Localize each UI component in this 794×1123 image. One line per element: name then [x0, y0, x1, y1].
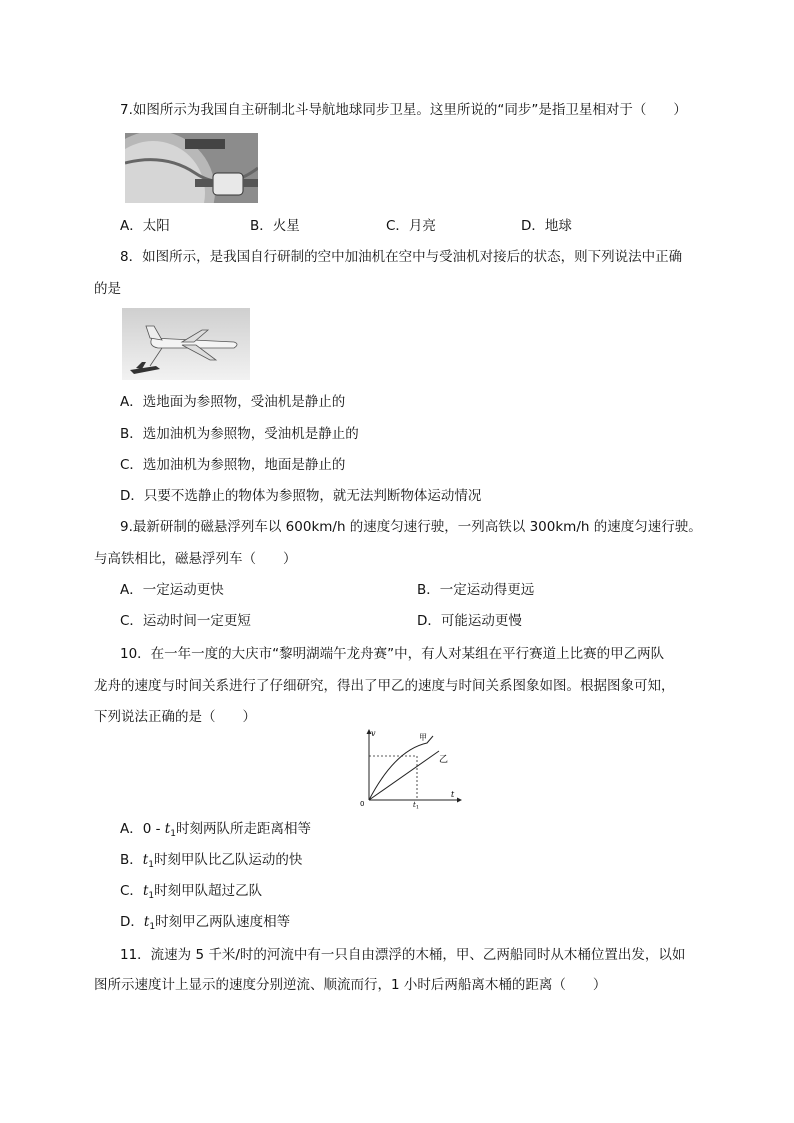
q7-stem: 7.如图所示为我国自主研制北斗导航地球同步卫星。这里所说的“同步”是指卫星相对于（ ） — [120, 102, 687, 118]
q10-option-a — [120, 820, 311, 843]
q9-option-b: B．一定运动得更远 — [417, 582, 535, 598]
option-prefix: D． — [120, 914, 144, 930]
q8-stem-line2: 的是 — [94, 281, 121, 297]
q7-option-b: B．火星 — [250, 218, 300, 234]
q8-option-a: A．选地面为参照物，受油机是静止的 — [120, 394, 346, 410]
option-text: 时刻甲队比乙队运动的快 — [153, 852, 303, 868]
option-prefix: A．0 - — [120, 821, 165, 837]
q9-stem-line1: 9.最新研制的磁悬浮列车以 600km/h 的速度匀速行驶，一列高铁以 300km/h 的速度匀速行驶。 — [120, 519, 702, 535]
q11-stem-line1: 11．流速为 5 千米/时的河流中有一只自由漂浮的木桶，甲、乙两船同时从木桶位置出发，以如 — [120, 947, 686, 963]
curve-yi-label: 乙 — [439, 755, 449, 765]
q11-stem-line2: 图所示速度计上显示的速度分别逆流、顺流而行，1 小时后两船离木桶的距离（ ） — [94, 977, 607, 993]
q10-stem-line3: 下列说法正确的是（ ） — [94, 709, 256, 725]
option-sub: 1 — [149, 922, 156, 932]
q10-option-c — [120, 882, 262, 905]
aircraft-illustration — [122, 308, 250, 380]
option-sub: 1 — [170, 829, 176, 839]
option-var: t — [143, 914, 150, 930]
t1-var: $t_1$ — [413, 801, 420, 810]
x-axis-arrow — [457, 798, 462, 803]
q7-option-d: D．地球 — [521, 218, 572, 234]
q10-option-d — [120, 913, 290, 936]
satellite-photo — [125, 133, 258, 203]
option-sub: 1 — [148, 860, 154, 870]
q7-option-c: C．月亮 — [386, 218, 436, 234]
q9-stem-line2: 与高铁相比，磁悬浮列车（ ） — [94, 551, 297, 567]
v-axis-label: v — [371, 729, 376, 738]
q10-stem-line2: 龙舟的速度与时间关系进行了仔细研究，得出了甲乙的速度与时间关系图象如图。根据图象可知， — [94, 678, 675, 694]
q8-option-c: C．选加油机为参照物，地面是静止的 — [120, 457, 346, 473]
option-text: 时刻两队所走距离相等 — [175, 821, 311, 837]
refueling-aircraft-photo — [122, 308, 250, 380]
satellite-illustration — [125, 133, 258, 203]
q9-option-a: A．一定运动更快 — [120, 582, 224, 598]
velocity-time-graph — [355, 728, 465, 810]
option-prefix: C． — [120, 883, 143, 899]
option-text: 时刻甲队超过乙队 — [154, 883, 263, 899]
q8-option-d: D．只要不选静止的物体为参照物，就无法判断物体运动情况 — [120, 488, 482, 504]
origin-label: 0 — [360, 800, 365, 808]
option-var: t — [142, 883, 149, 899]
option-text: 时刻甲乙两队速度相等 — [155, 914, 291, 930]
option-var: t — [164, 821, 171, 837]
q8-option-b: B．选加油机为参照物，受油机是静止的 — [120, 426, 359, 442]
q9-option-d: D．可能运动更慢 — [417, 613, 522, 629]
curve-jia — [369, 736, 433, 800]
q9-option-c: C．运动时间一定更短 — [120, 613, 251, 629]
t-axis-label: t — [451, 790, 455, 799]
q10-option-b — [120, 851, 302, 874]
vt-graph-svg — [355, 728, 465, 810]
q7-option-a: A．太阳 — [120, 218, 170, 234]
option-prefix: B． — [120, 852, 143, 868]
curve-yi — [369, 751, 439, 800]
q8-stem-line1: 8．如图所示，是我国自行研制的空中加油机在空中与受油机对接后的状态，则下列说法中正确 — [120, 249, 683, 265]
option-sub: 1 — [148, 891, 155, 901]
option-var: t — [142, 852, 149, 868]
q10-stem-line1: 10．在一年一度的大庆市“黎明湖端午龙舟赛”中，有人对某组在平行赛道上比赛的甲乙两队 — [120, 646, 665, 662]
curve-jia-label: 甲 — [419, 733, 427, 742]
